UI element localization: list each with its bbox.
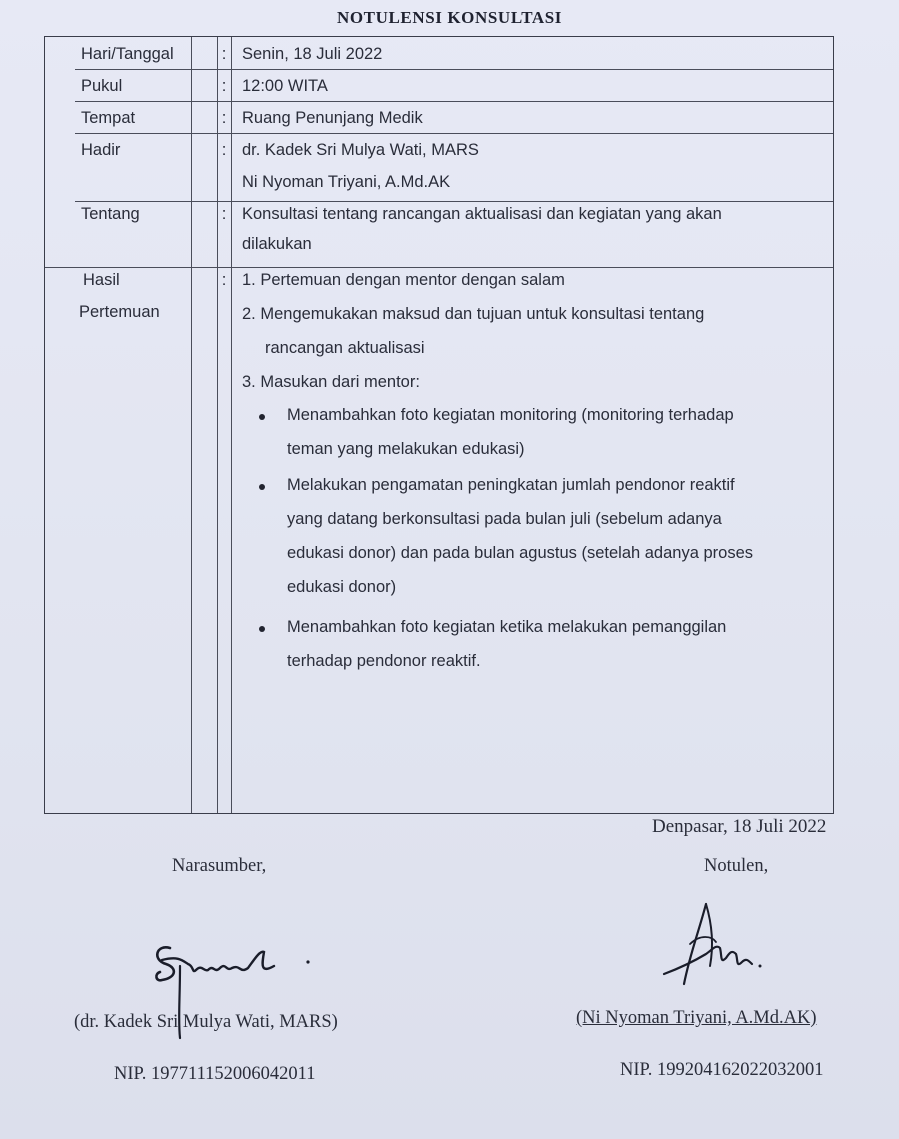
notulen-role: Notulen,: [704, 856, 769, 876]
row-value-hari: Senin, 18 Juli 2022: [242, 45, 383, 63]
narasumber-role: Narasumber,: [172, 856, 267, 876]
row-label-tempat: Tempat: [81, 109, 136, 127]
row-label-pertemuan: Pertemuan: [79, 303, 160, 321]
row-colon: :: [221, 109, 227, 127]
bullet-2-line-1: Melakukan pengamatan peningkatan jumlah pendonor reaktif: [287, 476, 735, 494]
table-row-divider: [75, 69, 833, 70]
row-colon: :: [221, 77, 227, 95]
row-colon: :: [221, 205, 227, 223]
bullet-3-line-2: terhadap pendonor reaktif.: [287, 652, 481, 670]
row-value-tempat: Ruang Penunjang Medik: [242, 109, 423, 127]
bullet-dot: [259, 484, 265, 490]
bullet-2-line-3: edukasi donor) dan pada bulan agustus (setelah adanya proses: [287, 544, 753, 562]
row-colon: :: [221, 45, 227, 63]
bullet-1-line-2: teman yang melakukan edukasi): [287, 440, 525, 458]
table-row-divider: [75, 201, 833, 202]
row-label-hadir: Hadir: [81, 141, 121, 159]
result-item-2-cont: rancangan aktualisasi: [265, 339, 425, 357]
row-colon: :: [221, 271, 227, 289]
notulen-name: (Ni Nyoman Triyani, A.Md.AK): [576, 1008, 817, 1028]
bullet-3-line-1: Menambahkan foto kegiatan ketika melakukan pemanggilan: [287, 618, 727, 636]
bullet-2-line-2: yang datang berkonsultasi pada bulan juli (sebelum adanya: [287, 510, 722, 528]
row-value-tentang-1: Konsultasi tentang rancangan aktualisasi dan kegiatan yang akan: [242, 205, 722, 223]
table-col-divider-1: [191, 37, 192, 813]
document-title: NOTULENSI KONSULTASI: [336, 8, 563, 27]
row-value-pukul: 12:00 WITA: [242, 77, 328, 95]
result-item-1: 1. Pertemuan dengan mentor dengan salam: [242, 271, 565, 289]
result-item-2: 2. Mengemukakan maksud dan tujuan untuk konsultasi tentang: [242, 305, 705, 323]
row-label-tentang: Tentang: [81, 205, 140, 223]
row-value-hadir-2: Ni Nyoman Triyani, A.Md.AK: [242, 173, 451, 191]
table-row-divider: [45, 267, 833, 268]
row-value-tentang-2: dilakukan: [242, 235, 312, 253]
bullet-dot: [259, 626, 265, 632]
notulen-nip: NIP. 199204162022032001: [620, 1060, 824, 1080]
minutes-table: [44, 36, 834, 814]
row-colon: :: [221, 141, 227, 159]
row-value-hadir-1: dr. Kadek Sri Mulya Wati, MARS: [242, 141, 479, 159]
place-date: Denpasar, 18 Juli 2022: [652, 816, 827, 837]
notulen-signature: [650, 894, 790, 1004]
row-label-hari: Hari/Tanggal: [81, 45, 174, 63]
result-item-3: 3. Masukan dari mentor:: [242, 373, 420, 391]
row-label-pukul: Pukul: [81, 77, 123, 95]
table-col-divider-3: [231, 37, 232, 813]
table-row-divider: [75, 101, 833, 102]
bullet-1-line-1: Menambahkan foto kegiatan monitoring (monitoring terhadap: [287, 406, 734, 424]
narasumber-nip: NIP. 197711152006042011: [114, 1064, 316, 1084]
table-row-divider: [75, 133, 833, 134]
bullet-dot: [259, 414, 265, 420]
bullet-2-line-4: edukasi donor): [287, 578, 397, 596]
row-label-hasil: Hasil: [83, 271, 120, 289]
narasumber-name: (dr. Kadek Sri Mulya Wati, MARS): [74, 1012, 338, 1032]
